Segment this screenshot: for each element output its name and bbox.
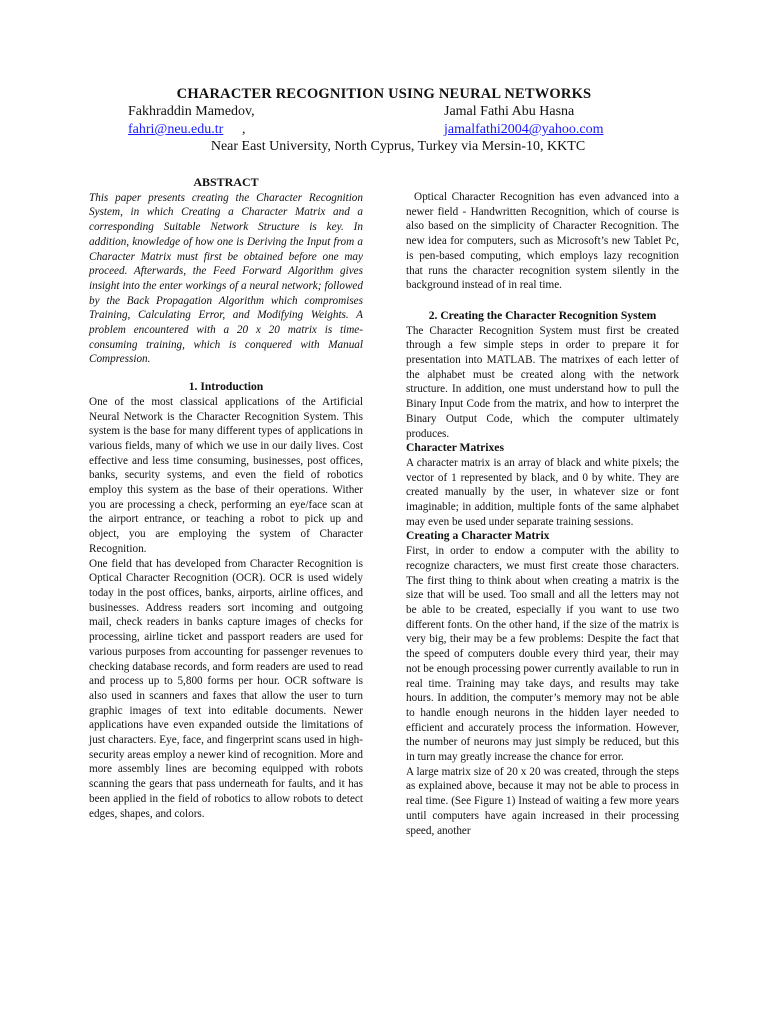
character-matrixes-paragraph: A character matrix is an array of black and white pixels; the vector of 1 represented by black, and 0 by white. They are created manually by the user, in whatever size or font imaginable; in addition, multiple fonts of the same alphabet may even be used under separate training sessions. bbox=[406, 456, 679, 528]
left-column bbox=[89, 175, 363, 821]
affiliation: Near East University, North Cyprus, Turkey via Mersin-10, KKTC bbox=[210, 139, 586, 154]
right-column bbox=[406, 190, 679, 838]
author-1: Fakhraddin Mamedov, bbox=[128, 104, 255, 119]
email-link-1[interactable] bbox=[128, 122, 223, 138]
creating-matrix-heading: Creating a Character Matrix bbox=[406, 529, 550, 543]
ocr-paragraph: Optical Character Recognition has even advanced into a newer field - Handwritten Recognition, which of course is also based on the simplicity of Character Recognition. The new idea for computers, such as Microsoft’s new Tablet Pc, is pen-based computing, which employs lazy recognition that runs the character recognition system silently in the background instead of in real time. bbox=[406, 191, 679, 292]
email-1-text[interactable]: fahri@neu.edu.tr bbox=[128, 122, 224, 137]
creating-matrix-paragraph-2: A large matrix size of 20 x 20 was created, through the steps as explained above, because it may not be able to process in real time. (See Figure 1) Instead of waiting a few more years until computers have again increased in their processing speed, another bbox=[406, 765, 679, 837]
character-matrixes-heading: Character Matrixes bbox=[406, 441, 504, 455]
creating-matrix-paragraph-1: First, in order to endow a computer with the ability to recognize characters, we must first create those characters. The first thing to think about when creating a matrix is the size that will be used. Too small and all the letters may not be able to be created, especially if you want to use two different fonts. On the other hand, if the size of the matrix is very big, their may be a few problems: Despite the fact that the speed of computers double every third year, their may not be enough processing power currently available to run in real time. Training may take days, and results may take hours. In addition, the computer’s memory may not be able to handle enough neurons in the hidden layer needed to efficient and accurately process the information. However, the number of neurons may just simply be reduced, but this in turn may greatly increase the chance for error. bbox=[406, 545, 679, 764]
email-line bbox=[128, 122, 688, 140]
author-2: Jamal Fathi Abu Hasna bbox=[444, 104, 575, 119]
abstract-heading: ABSTRACT bbox=[193, 175, 259, 189]
intro-paragraph-1: One of the most classical applications of the Artificial Neural Network is the Character Recognition System. This system is the base for many different types of applications in various fields, many of which we use in our daily lives. Cost effective and less time consuming, businesses, post offices, banks, security systems, and even the field of robotics employ this system as the base of their operations. Wither you are processing a check, performing an eye/face scan at the airport entrance, or teaching a robot to pick up and object, you are employing the system of Character Recognition. bbox=[89, 395, 363, 555]
section-2-heading: 2. Creating the Character Recognition System bbox=[428, 308, 657, 322]
abstract-text: This paper presents creating the Character Recognition System, in which Creating a Character Matrix and a corresponding Suitable Network Structure is key. In addition, knowledge of how one is Deriving the Input from a Character Matrix must first be obtained before one may proceed. Afterwards, the Feed Forward Algorithm gives insight into the enter workings of a neural network; followed by the Back Propagation Algorithm which compromises Training, Calculating Error, and Modifying Weights. A problem encountered with a 20 x 20 matrix is time-consuming training, which is conquered with Manual Compression. bbox=[89, 191, 363, 366]
email-1-suffix: , bbox=[242, 122, 246, 137]
section-2-paragraph: The Character Recognition System must first be created through a few simple steps in order to prepare it for presentation into MATLAB. The matrixes of each letter of the alphabet must be created along with the network structure. In addition, one must understand how to pull the Binary Input Code from the matrix, and how to interpret the Binary Output Code, which the computer ultimately produces. bbox=[406, 324, 679, 440]
author-line bbox=[128, 104, 648, 122]
email-link-2[interactable]: jamalfathi2004@yahoo.com bbox=[444, 122, 604, 137]
introduction-heading: 1. Introduction bbox=[188, 380, 264, 394]
paper-title: CHARACTER RECOGNITION USING NEURAL NETWORKS bbox=[176, 86, 592, 102]
intro-paragraph-2: One field that has developed from Character Recognition is Optical Character Recognition (OCR). OCR is used widely today in the post offices, banks, airports, airline offices, and businesses. Address readers sort incoming and outgoing mail, check readers in banks capture images of checks for processing, airline ticket and passport readers are used for various purposes from accounting for passenger revenues to checking database records, and form readers are used to read and process up to 5,800 forms per hour. OCR software is also used in scanners and faxes that allow the user to turn graphic images of text into editable documents. Newer applications have even expanded outside the limitations of just characters. Eye, face, and fingerprint scans used in high-security areas employ a newer kind of recognition. More and more assembly lines are becoming equipped with robots scanning the gears that pass underneath for faults, and it has been applied in the field of robotics to allow robots to detect edges, shapes, and colors. bbox=[89, 557, 363, 820]
